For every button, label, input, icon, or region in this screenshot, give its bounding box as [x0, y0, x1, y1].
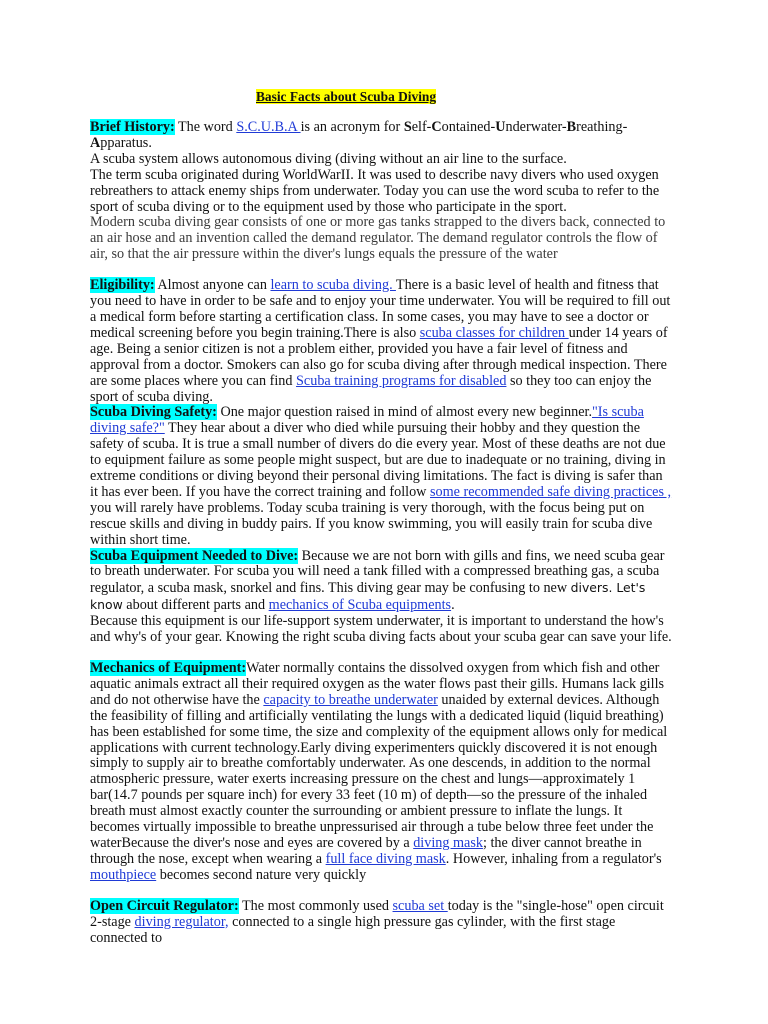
brief-history-paragraph: [90, 120, 672, 152]
mechanics-link[interactable]: mechanics of Scuba equipments: [268, 597, 452, 614]
page-title: Basic Facts about Scuba Diving: [256, 89, 437, 104]
full-face-mask-link[interactable]: full face diving mask: [325, 850, 446, 867]
title-wrap: [90, 88, 672, 106]
text: today is the "single-hose" open circuit 2-stage: [90, 897, 664, 930]
text: ontained-: [441, 119, 496, 135]
open-circuit-heading: Open Circuit Regulator:: [90, 897, 239, 914]
disabled-programs-link[interactable]: Scuba training programs for disabled: [296, 372, 507, 389]
open-circuit-paragraph: [90, 899, 672, 947]
text: pparatus.: [100, 134, 152, 151]
breathe-underwater-link[interactable]: capacity to breathe underwater: [263, 691, 438, 708]
safety-heading: Scuba Diving Safety:: [90, 404, 217, 421]
acronym-letter: S: [403, 119, 412, 135]
text: .: [451, 597, 455, 614]
mechanics-heading: Mechanics of Equipment:: [90, 660, 247, 676]
safety-paragraph: [90, 405, 672, 548]
text: so they too can enjoy the sport of scuba diving.: [90, 372, 652, 405]
text: Water normally contains the dissolved oxygen from which fish and other aquatic animals extract all their required oxygen as the water flows past their gills. Humans lack gills and do not otherwise have the: [90, 660, 665, 708]
text: divers. Let's know: [90, 580, 646, 613]
text: elf-: [411, 119, 432, 135]
text: connected to a single high pressure gas cylinder, with the first stage connected to: [90, 913, 616, 946]
is-scuba-safe-link[interactable]: "Is scuba diving safe?": [90, 404, 644, 437]
brief-history-heading: Brief History:: [90, 119, 175, 135]
acronym-letter: A: [90, 134, 101, 151]
equipment-heading: Scuba Equipment Needed to Dive:: [90, 547, 299, 564]
learn-scuba-link[interactable]: learn to scuba diving.: [270, 277, 396, 294]
diving-mask-link[interactable]: diving mask: [413, 834, 483, 851]
text: unaided by external devices. Although the feasibility of filling and artificially ventilating the lungs with a dedicated liquid (liquid breathing) has been established for some time, the size and complexity of the equipment allows only for medical applications with current technology.Early diving experimenters quickly discovered it is not enough simply to supply air to breathe comfortably underwater. As one descends, in addition to the normal atmospheric pressure, water exerts increasing pressure on the chest and lungs—approximately 1 bar(14.7 pounds per square inch) for every 33 feet (10 m) of depth—so the pressure of the inhaled breath must almost exactly counter the surrounding or ambient pressure to inflate the lungs. It becomes virtually impossible to breathe unpressurised air through a tube below three feet under the waterBecause the diver's nose and eyes are covered by a: [90, 691, 668, 851]
text: The most commonly used: [238, 897, 393, 914]
scuba-set-link[interactable]: scuba set: [392, 897, 448, 914]
text: They hear about a diver who died while pursuing their hobby and they question the safety of scuba. It is true a small number of divers do die every year. Most of these deaths are not due to equipment failure as some people might suspect, but are due to inadequate or no training, diving in extreme conditions or diving beyond their personal diving limitations. The fact is diving is safer than it has ever been. If you have the correct training and follow: [90, 420, 666, 500]
text: One major question raised in mind of almost every new beginner.: [216, 404, 593, 421]
brief-history-p2: A scuba system allows autonomous diving (diving without an air line to the surface.: [90, 150, 567, 167]
text: is an acronym for: [300, 119, 404, 135]
brief-history-p4: Modern scuba diving gear consists of one or more gas tanks strapped to the divers back, connected to an air hose and an invention called the demand regulator. The demand regulator controls the flow of air, so that the air pressure within the diver's lungs equals the pressure of the water: [90, 214, 666, 263]
scuba-acronym-link[interactable]: S.C.U.B.A: [236, 119, 301, 135]
eligibility-paragraph: [90, 278, 672, 405]
text: becomes second nature very quickly: [156, 866, 367, 883]
mouthpiece-link[interactable]: mouthpiece: [90, 866, 157, 883]
text: you will rarely have problems. Today scuba training is very thorough, with the focus being put on rescue skills and diving in buddy pairs. If you know swimming, you will easily train for scuba dive within short time.: [90, 499, 653, 548]
text: ; the diver cannot breathe in through the nose, except when wearing a: [90, 834, 642, 867]
text: . However, inhaling from a regulator's: [445, 850, 662, 867]
safe-practices-link[interactable]: some recommended safe diving practices ,: [429, 483, 672, 500]
text: Because we are not born with gills and fins, we need scuba gear to breath underwater. For scuba you will need a tank filled with a compressed breathing gas, a scuba regulator, a scuba mask, snorkel and fins. This diving gear may be confusing to new: [90, 547, 665, 597]
text: about different parts and: [122, 597, 269, 614]
mechanics-paragraph: [90, 661, 672, 884]
eligibility-heading: Eligibility:: [90, 277, 155, 294]
text: under 14 years of age. Being a senior citizen is not a problem either, provided you have a fair level of fitness and approval from a doctor. Smokers can also go for scuba diving after through medical inspection. There are some places where you can find: [90, 324, 668, 389]
children-classes-link[interactable]: scuba classes for children: [419, 324, 569, 341]
text: There is a basic level of health and fitness that you need to have in order to be safe and to enjoy your time underwater. You will be required to fill out a medical form before starting a certification class. In some cases, you may have to see a doctor or medical screening before you begin training.There is also: [90, 277, 671, 341]
equipment-p2: Because this equipment is our life-support system underwater, it is important to understand the how's and why's of your gear. Knowing the right scuba diving facts about your scuba gear can save your life.: [90, 613, 672, 646]
acronym-letter: B: [566, 119, 577, 135]
text: reathing-: [576, 119, 628, 135]
spacer: [90, 646, 672, 661]
acronym-letter: U: [495, 119, 506, 135]
spacer: [90, 263, 672, 278]
brief-history-p3: The term scuba originated during WorldWarII. It was used to describe navy divers who used oxygen rebreathers to attack enemy ships from underwater. Today you can use the word scuba to refer to the sport of scuba diving or to the equipment used by those who participate in the sport.: [90, 166, 660, 215]
equipment-paragraph: [90, 549, 672, 615]
text: nderwater-: [505, 119, 567, 135]
text: The word: [174, 119, 237, 135]
diving-regulator-link[interactable]: diving regulator,: [134, 913, 229, 930]
acronym-letter: C: [431, 119, 442, 135]
text: Almost anyone can: [154, 277, 271, 294]
spacer: [90, 884, 672, 899]
